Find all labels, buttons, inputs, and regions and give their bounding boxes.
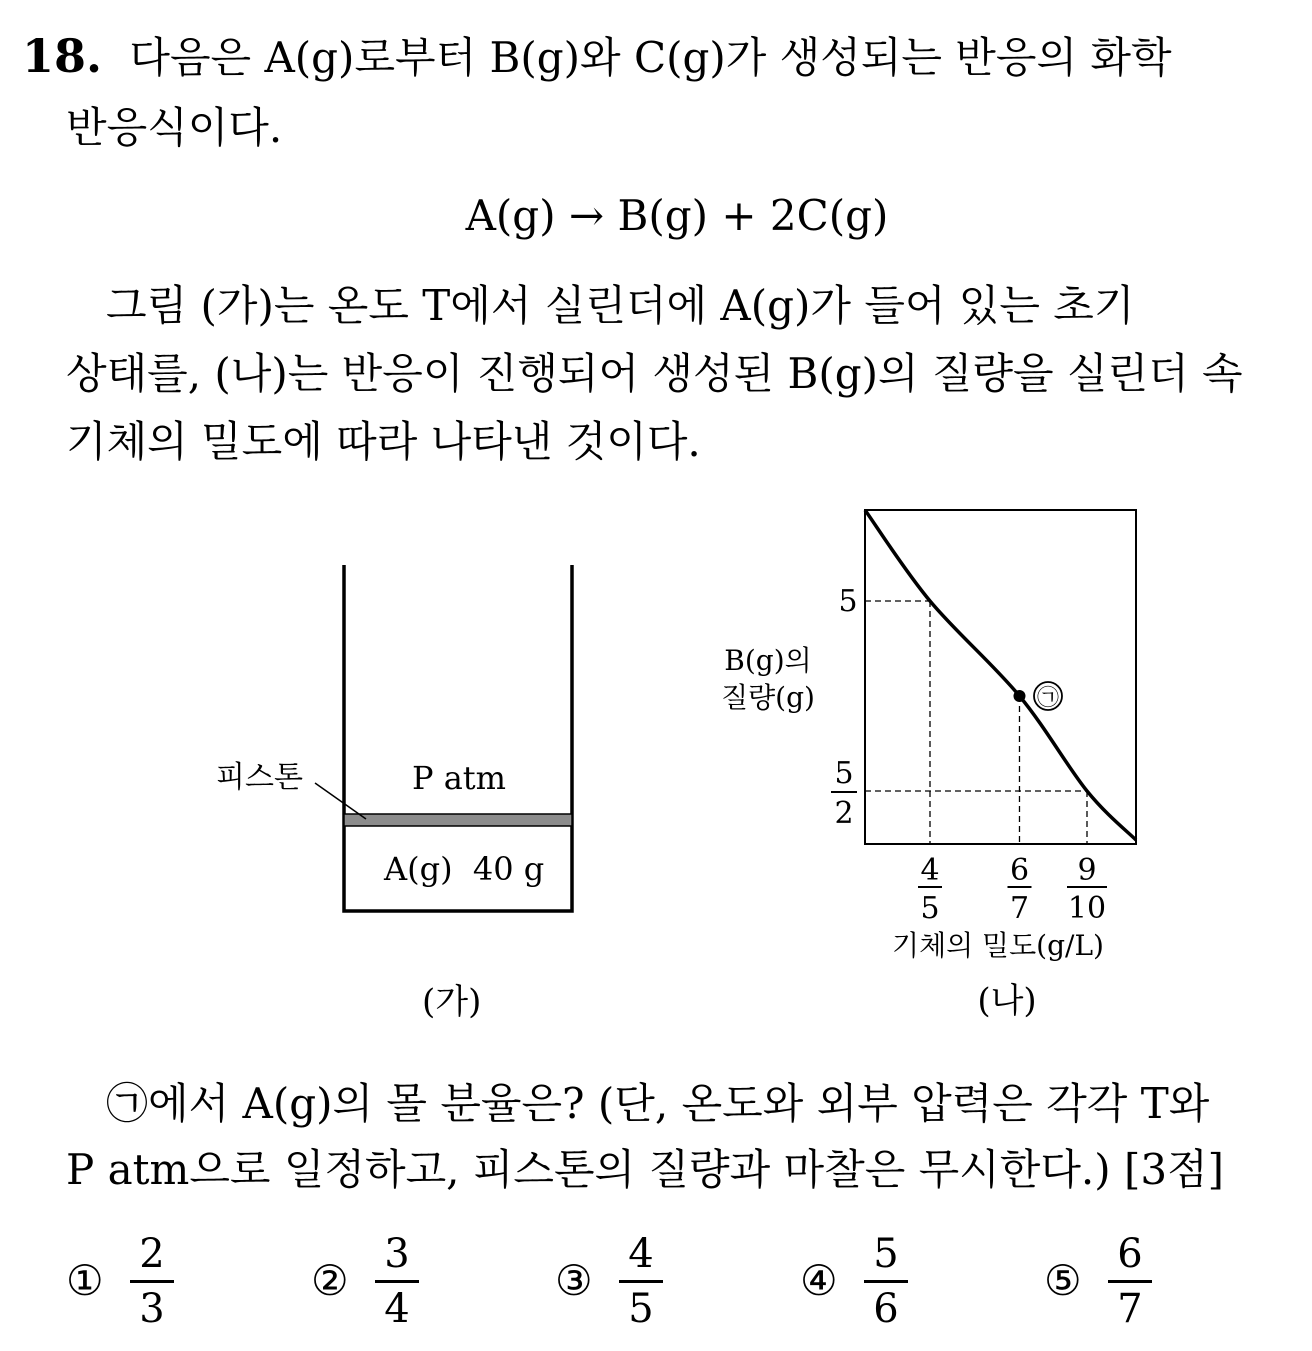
choice-3-numerator: 4 bbox=[628, 1231, 654, 1277]
choice-2-number: ② bbox=[311, 1256, 349, 1305]
fraction-bar bbox=[864, 1280, 908, 1283]
question-stem-line2: 반응식이다. bbox=[66, 103, 283, 152]
prompt-line2: P atm으로 일정하고, 피스톤의 질량과 마찰은 무시한다.) [3점] bbox=[66, 1145, 1225, 1194]
piston-label: 피스톤 bbox=[216, 760, 303, 795]
piston-leader-line bbox=[315, 783, 366, 819]
x-tick-numerator: 9 bbox=[1077, 853, 1097, 888]
x-tick-denominator: 5 bbox=[920, 891, 940, 926]
x-tick-numerator: 6 bbox=[1009, 853, 1030, 888]
dashed-guides bbox=[865, 601, 1087, 844]
figure-b-chart bbox=[700, 500, 1180, 1040]
gas-label: A(g) 40 g bbox=[384, 850, 545, 888]
y-ticks bbox=[831, 584, 858, 831]
piston bbox=[344, 814, 572, 826]
choice-2-denominator: 4 bbox=[384, 1286, 410, 1332]
choice-3-number: ③ bbox=[555, 1256, 593, 1305]
figure-b-caption: (나) bbox=[977, 981, 1037, 1021]
choice-5-fraction bbox=[1108, 1232, 1152, 1331]
figure-a-cylinder bbox=[200, 555, 620, 1035]
question-number: 18. bbox=[22, 29, 103, 83]
choice-4-numerator: 5 bbox=[873, 1231, 899, 1277]
choice-4-number: ④ bbox=[800, 1256, 838, 1305]
x-tick-denominator: 7 bbox=[1009, 891, 1030, 926]
choice-1-denominator: 3 bbox=[139, 1286, 165, 1332]
x-axis-label: 기체의 밀도(g/L) bbox=[892, 929, 1104, 962]
y-axis-label-line1: B(g)의 bbox=[724, 644, 812, 677]
question-stem-line1: 18. 다음은 A(g)로부터 B(g)와 C(g)가 생성되는 반응의 화학 bbox=[22, 29, 1172, 83]
choice-1-numerator: 2 bbox=[139, 1231, 165, 1277]
y-tick-denominator: 2 bbox=[834, 796, 854, 831]
choice-2-fraction bbox=[375, 1232, 419, 1331]
y-axis-label-line2: 질량(g) bbox=[721, 681, 815, 714]
description-line1: 그림 (가)는 온도 T에서 실린더에 A(g)가 들어 있는 초기 bbox=[106, 281, 1135, 330]
choice-1-fraction bbox=[130, 1232, 174, 1331]
prompt-line1: ㉠에서 A(g)의 몰 분율은? (단, 온도와 외부 압력은 각각 T와 bbox=[106, 1079, 1210, 1128]
choice-2-numerator: 3 bbox=[384, 1231, 410, 1277]
fraction-bar bbox=[1108, 1280, 1152, 1283]
x-ticks bbox=[918, 853, 1107, 926]
point-label-text: ㉠ bbox=[1036, 686, 1060, 711]
choice-5-denominator: 7 bbox=[1117, 1286, 1143, 1332]
point-label bbox=[1034, 682, 1062, 711]
choice-4-denominator: 6 bbox=[873, 1286, 899, 1332]
choice-5-numerator: 6 bbox=[1117, 1231, 1143, 1277]
description-line2: 상태를, (나)는 반응이 진행되어 생성된 B(g)의 질량을 실린더 속 bbox=[66, 349, 1243, 398]
y-tick-numerator: 5 bbox=[834, 756, 854, 791]
fraction-bar bbox=[619, 1280, 663, 1283]
chemical-equation: A(g) → B(g) + 2C(g) bbox=[465, 191, 889, 240]
x-tick-numerator: 4 bbox=[920, 853, 940, 888]
choice-1-number: ① bbox=[66, 1256, 104, 1305]
marked-point bbox=[1013, 690, 1025, 702]
description-line3: 기체의 밀도에 따라 나타낸 것이다. bbox=[66, 417, 701, 466]
pressure-label: P atm bbox=[412, 759, 506, 797]
choice-5-number: ⑤ bbox=[1044, 1256, 1082, 1305]
fraction-bar bbox=[375, 1280, 419, 1283]
fraction-bar bbox=[130, 1280, 174, 1283]
choice-3-fraction bbox=[619, 1232, 663, 1331]
figure-a-caption: (가) bbox=[422, 982, 482, 1022]
y-tick-label: 5 bbox=[838, 584, 858, 619]
choice-4-fraction bbox=[864, 1232, 908, 1331]
choice-3-denominator: 5 bbox=[628, 1286, 654, 1332]
x-tick-denominator: 10 bbox=[1067, 891, 1107, 926]
